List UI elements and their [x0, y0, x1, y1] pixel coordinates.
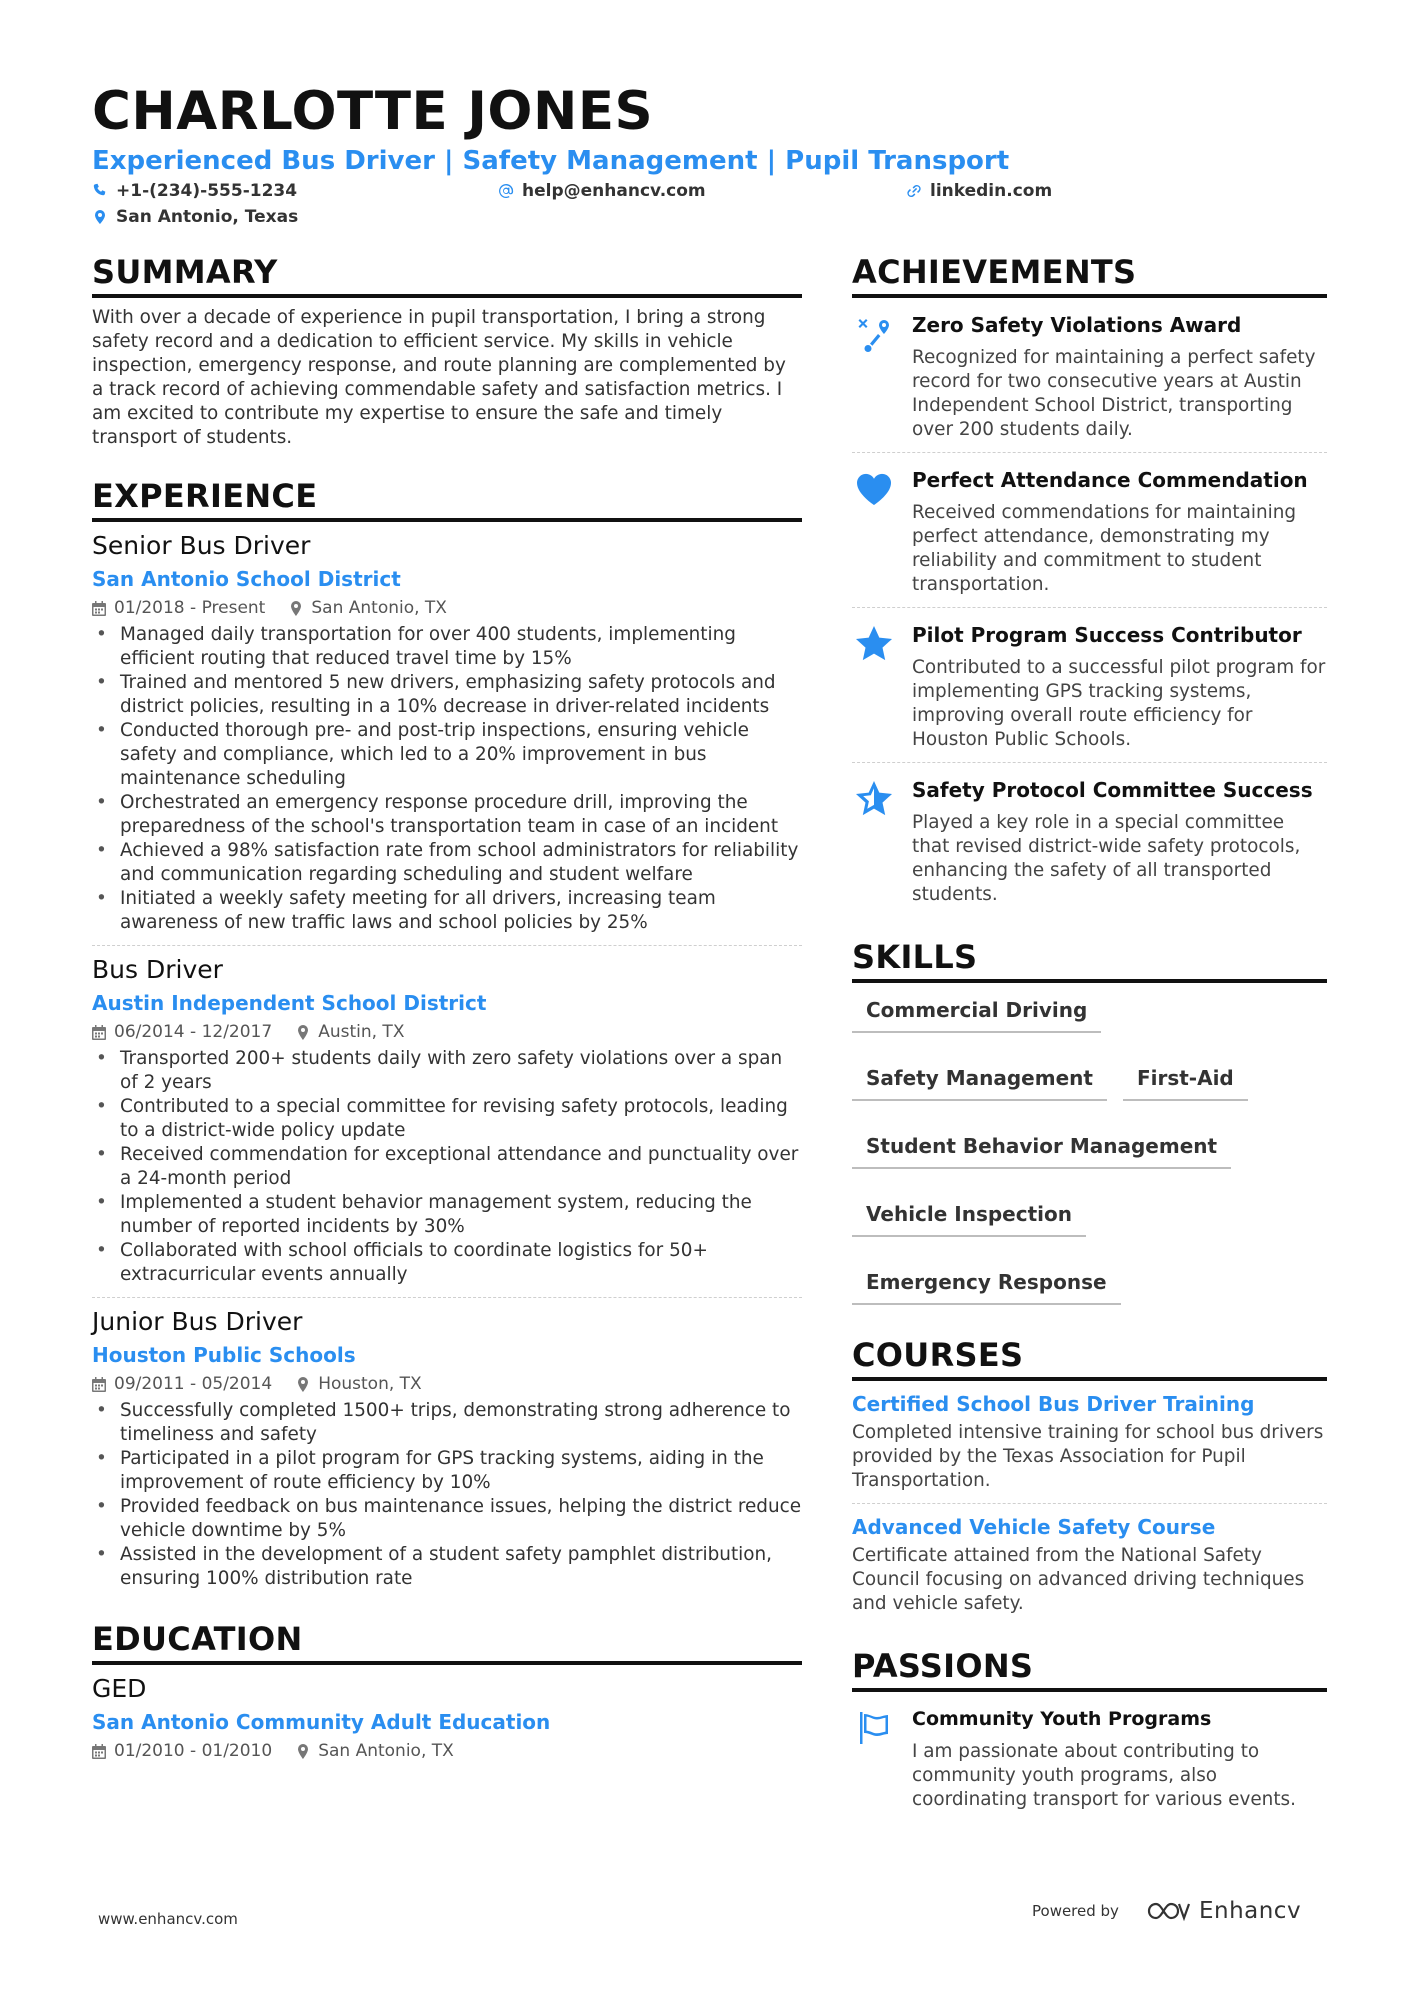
job-location: San Antonio, TX [311, 598, 447, 618]
passions-title: PASSIONS [852, 1646, 1327, 1692]
skills-title: SKILLS [852, 937, 1327, 983]
skill-tag: First-Aid [1123, 1065, 1248, 1101]
website-text: linkedin.com [930, 181, 1053, 201]
skills-list [852, 997, 1327, 1305]
achievement-title: Pilot Program Success Contributor [912, 623, 1302, 647]
passion-desc: I am passionate about contributing to community youth programs, also coordinating transport for various events. [912, 1741, 1296, 1810]
bullet-item: • Participated in a pilot program for GPS tracking systems, aiding in the improvement of route efficiency by 10% [92, 1447, 802, 1495]
brand-name: Enhancv [1198, 1898, 1302, 1924]
job-dates: 01/2018 - Present [114, 598, 266, 618]
bullet-item: • Provided feedback on bus maintenance issues, helping the district reduce vehicle downtime by 5% [92, 1495, 802, 1543]
phone-contact [92, 180, 297, 202]
summary-text: With over a decade of experience in pupil transportation, I bring a strong safety record and a dedication to efficient service. My skills in vehicle inspection, emergency response, and route planning are complemented by a track record of achieving commendable safety and satisfaction metrics. I am excited to contribute my expertise to ensure the safe and timely transport of students. [92, 307, 786, 448]
skill-tag: Safety Management [852, 1065, 1107, 1101]
flag-icon [854, 1708, 894, 1748]
job-meta [92, 1373, 802, 1395]
passion-title: Community Youth Programs [912, 1708, 1212, 1730]
passion-item [852, 1692, 1327, 1822]
courses-section [852, 1335, 1327, 1626]
job-company: Austin Independent School District [92, 991, 487, 1015]
skill-tag: Commercial Driving [852, 997, 1101, 1033]
education-entry [92, 1673, 802, 1772]
achievement-desc: Contributed to a successful pilot program for implementing GPS tracking systems, improving overall route efficiency for Houston Public Schools. [912, 657, 1326, 750]
job-meta [92, 597, 802, 619]
summary-title: SUMMARY [92, 252, 802, 298]
job-company: San Antonio School District [92, 567, 401, 591]
job-meta [92, 1021, 802, 1043]
job-location: Houston, TX [318, 1374, 422, 1394]
bullet-item: • Received commendation for exceptional attendance and punctuality over a 24-month period [92, 1143, 802, 1191]
achievement-desc: Received commendations for maintaining perfect attendance, demonstrating my reliability and commitment to student transportation. [912, 502, 1297, 595]
job-location: Austin, TX [318, 1022, 405, 1042]
achievement-item [852, 763, 1327, 917]
bullet-item: • Assisted in the development of a student safety pamphlet distribution, ensuring 100% distribution rate [92, 1543, 802, 1591]
experience-title: EXPERIENCE [92, 476, 802, 522]
education-location: San Antonio, TX [318, 1741, 454, 1761]
job-entry [92, 530, 802, 946]
powered-by-text: Powered by [1032, 1902, 1119, 1920]
skills-section [852, 937, 1327, 1305]
achievement-title: Perfect Attendance Commendation [912, 468, 1308, 492]
course-title: Advanced Vehicle Safety Course [852, 1515, 1216, 1539]
summary-section [92, 252, 802, 450]
job-company: Houston Public Schools [92, 1343, 356, 1367]
experience-section [92, 476, 802, 1601]
job-entry [92, 954, 802, 1298]
enhancv-logo-icon [1145, 1899, 1191, 1923]
achievement-item [852, 298, 1327, 453]
calendar-icon [92, 1377, 106, 1392]
achievements-section [852, 252, 1327, 917]
website-contact[interactable] [906, 180, 1052, 202]
candidate-name: CHARLOTTE JONES [92, 81, 654, 142]
bullet-item: • Initiated a weekly safety meeting for all drivers, increasing team awareness of new traffic laws and school policies by 25% [92, 887, 802, 935]
right-column [852, 252, 1327, 1822]
phone-text: +1-(234)-555-1234 [116, 181, 298, 201]
location-pin-icon [296, 1377, 310, 1392]
job-entry [92, 1306, 802, 1601]
bullet-item: • Implemented a student behavior management system, reducing the number of reported incidents by 30% [92, 1191, 802, 1239]
bullet-item: • Achieved a 98% satisfaction rate from school administrators for reliability and communication regarding scheduling and student welfare [92, 839, 802, 887]
bullet-item: • Conducted thorough pre- and post-trip inspections, ensuring vehicle safety and compliance, which led to a 20% improvement in bus maintenance scheduling [92, 719, 802, 791]
bullet-item: • Contributed to a special committee for revising safety protocols, leading to a district-wide policy update [92, 1095, 802, 1143]
education-dates: 01/2010 - 01/2010 [114, 1741, 273, 1761]
bullet-item: • Managed daily transportation for over 400 students, implementing efficient routing that reduced travel time by 15% [92, 623, 802, 671]
headline: Experienced Bus Driver | Safety Management | Pupil Transport [92, 146, 1010, 176]
job-bullets [92, 1399, 802, 1591]
skill-tag: Student Behavior Management [852, 1133, 1231, 1169]
location-text: San Antonio, Texas [116, 207, 299, 227]
job-title: Bus Driver [92, 955, 223, 984]
achievement-desc: Recognized for maintaining a perfect safety record for two consecutive years at Austin Independent School District, transporting over 200 students daily. [912, 347, 1316, 440]
job-title: Junior Bus Driver [92, 1307, 303, 1336]
education-meta [92, 1740, 802, 1762]
achievement-desc: Played a key role in a special committee that revised district-wide safety protocols, enhancing the safety of all transported students. [912, 812, 1301, 905]
email-text: help@enhancv.com [522, 181, 706, 201]
school: San Antonio Community Adult Education [92, 1710, 551, 1734]
route-icon [854, 314, 894, 354]
achievements-title: ACHIEVEMENTS [852, 252, 1327, 298]
bullet-item: • Orchestrated an emergency response procedure drill, improving the preparedness of the school's transportation team in case of an incident [92, 791, 802, 839]
job-bullets [92, 623, 802, 935]
achievement-title: Zero Safety Violations Award [912, 313, 1242, 337]
star-icon [854, 624, 894, 664]
location-pin-icon [92, 209, 108, 225]
footer-branding [1032, 1898, 1301, 1924]
job-bullets [92, 1047, 802, 1287]
phone-icon [92, 183, 108, 199]
courses-title: COURSES [852, 1335, 1327, 1381]
location-pin-icon [289, 601, 303, 616]
passions-section [852, 1646, 1327, 1822]
achievement-item [852, 453, 1327, 608]
job-dates: 09/2011 - 05/2014 [114, 1374, 273, 1394]
heart-icon [854, 469, 894, 509]
skill-tag: Emergency Response [852, 1269, 1121, 1305]
location-pin-icon [296, 1744, 310, 1759]
achievement-item [852, 608, 1327, 763]
skill-tag: Vehicle Inspection [852, 1201, 1086, 1237]
course-item [852, 1504, 1327, 1626]
bullet-item: • Successfully completed 1500+ trips, demonstrating strong adherence to timeliness and safety [92, 1399, 802, 1447]
star-outline-icon [854, 779, 894, 819]
calendar-icon [92, 1744, 106, 1759]
education-section [92, 1619, 802, 1772]
job-title: Senior Bus Driver [92, 531, 311, 560]
left-column [92, 252, 802, 1772]
bullet-item: • Trained and mentored 5 new drivers, emphasizing safety protocols and district policies, resulting in a 10% decrease in driver-related incidents [92, 671, 802, 719]
link-icon [906, 183, 922, 199]
bullet-item: • Transported 200+ students daily with zero safety violations over a span of 2 years [92, 1047, 802, 1095]
calendar-icon [92, 1025, 106, 1040]
enhancv-logo[interactable] [1145, 1898, 1301, 1924]
job-dates: 06/2014 - 12/2017 [114, 1022, 273, 1042]
degree: GED [92, 1674, 147, 1703]
bullet-item: • Collaborated with school officials to coordinate logistics for 50+ extracurricular events annually [92, 1239, 802, 1287]
course-desc: Certificate attained from the National Safety Council focusing on advanced driving techniques and vehicle safety. [852, 1545, 1305, 1614]
course-desc: Completed intensive training for school bus drivers provided by the Texas Association for Pupil Transportation. [852, 1422, 1324, 1491]
location-pin-icon [296, 1025, 310, 1040]
email-contact[interactable] [498, 180, 706, 202]
achievement-title: Safety Protocol Committee Success [912, 778, 1313, 802]
education-title: EDUCATION [92, 1619, 802, 1665]
course-title: Certified School Bus Driver Training [852, 1392, 1255, 1416]
at-icon [498, 183, 514, 199]
location-contact [92, 206, 298, 228]
calendar-icon [92, 601, 106, 616]
footer-website[interactable]: www.enhancv.com [98, 1910, 238, 1928]
course-item [852, 1381, 1327, 1504]
